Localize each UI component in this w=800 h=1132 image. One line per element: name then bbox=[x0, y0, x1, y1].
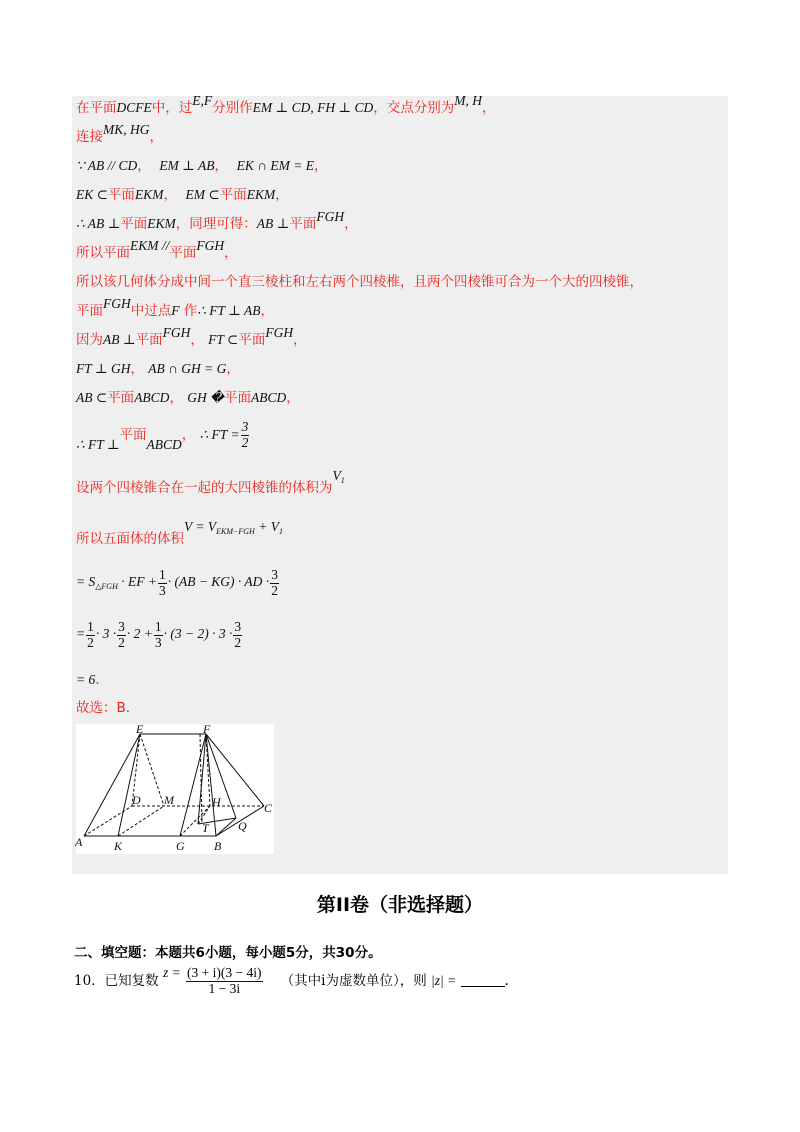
solution-line-2: 连接MK, HG， bbox=[76, 122, 163, 145]
question-10-note: （其中i为虚数单位），则 bbox=[280, 972, 427, 989]
solution-line-16: = $\frac{1}{2}$ · 3 · $\frac{3}{2}$ · 2 + $\frac{1}{3}$ · (3 − 2) · 3 · $\frac{3}{2}$ bbox=[76, 619, 242, 650]
label-G: G bbox=[176, 839, 185, 853]
solution-line-4: EK ⊂平面EKM， EM ⊂平面EKM， bbox=[76, 187, 289, 203]
solution-line-8: 平面FGH中过点F 作∴ FT ⊥ AB， bbox=[76, 296, 274, 319]
solution-line-11: AB ⊂平面ABCD， GH �平面ABCD， bbox=[76, 390, 300, 406]
label-M: M bbox=[164, 793, 174, 807]
solution-line-9: 因为AB ⊥平面FGH， FT ⊂平面FGH， bbox=[76, 325, 307, 348]
solution-line-15: = $S_{\triangle FGH}$ · EF + $\frac{1}{3}$ · (AB − KG) · AD · $\frac{3}{2}$ bbox=[76, 567, 278, 598]
solution-line-17: = 6. bbox=[76, 672, 100, 688]
answer-line: 故选：B. bbox=[76, 700, 131, 716]
answer-blank[interactable] bbox=[461, 986, 505, 987]
label-C: C bbox=[264, 801, 273, 815]
label-F: F bbox=[203, 722, 211, 736]
label-Q: Q bbox=[238, 819, 247, 833]
label-E: E bbox=[136, 722, 144, 736]
question-10-abs: |z| = bbox=[431, 972, 457, 988]
question-10: 10．已知复数 z = $\frac{(3 + i)(3 - 4i)}{1 - 3i}$ （其中i为虚数单位），则 |z| = . bbox=[74, 964, 509, 996]
label-T: T bbox=[202, 821, 209, 835]
label-A: A bbox=[75, 835, 83, 849]
question-10-lead: 10．已知复数 bbox=[74, 972, 159, 989]
label-K: K bbox=[114, 839, 123, 853]
fill-in-header: 二、填空题：本题共6小题，每小题5分，共30分。 bbox=[74, 945, 382, 961]
solution-line-12: ∴ FT ⊥平面ABCD， ∴ FT = $\frac{3}{2}$ bbox=[76, 419, 249, 452]
solution-line-1: 在平面DCFE中，过E,F分别作EM ⊥ CD, FH ⊥ CD，交点分别为M, H， bbox=[76, 93, 496, 116]
label-D: D bbox=[132, 793, 141, 807]
label-H: H bbox=[212, 795, 221, 809]
question-10-z: z = bbox=[162, 964, 181, 980]
solution-line-7: 所以该几何体分成中间一个直三棱柱和左右两个四棱椎，且两个四棱锥可合为一个大的四棱锥， bbox=[76, 274, 643, 290]
solution-line-6: 所以平面EKM //平面FGH， bbox=[76, 238, 238, 261]
solution-line-14: 所以五面体的体积$V = V_{EKM-FGH} + V_1$ bbox=[76, 519, 283, 547]
section-title: 第II卷（非选择题） bbox=[316, 894, 484, 916]
solution-line-3: ∵ AB // CD， EM ⊥ AB， EK ∩ EM = E， bbox=[76, 158, 328, 174]
label-B: B bbox=[214, 839, 222, 853]
solution-line-13: 设两个四棱锥合在一起的大四棱锥的体积为$V_1$ bbox=[76, 468, 345, 496]
polyhedron-diagram bbox=[76, 724, 274, 854]
question-10-fraction: $\frac{(3 + i)(3 - 4i)}{1 - 3i}$ bbox=[187, 965, 262, 996]
geometry-figure bbox=[76, 724, 274, 854]
solution-line-5: ∴ AB ⊥平面EKM，同理可得：AB ⊥平面FGH， bbox=[76, 209, 358, 232]
solution-line-10: FT ⊥ GH， AB ∩ GH = G， bbox=[76, 361, 240, 377]
